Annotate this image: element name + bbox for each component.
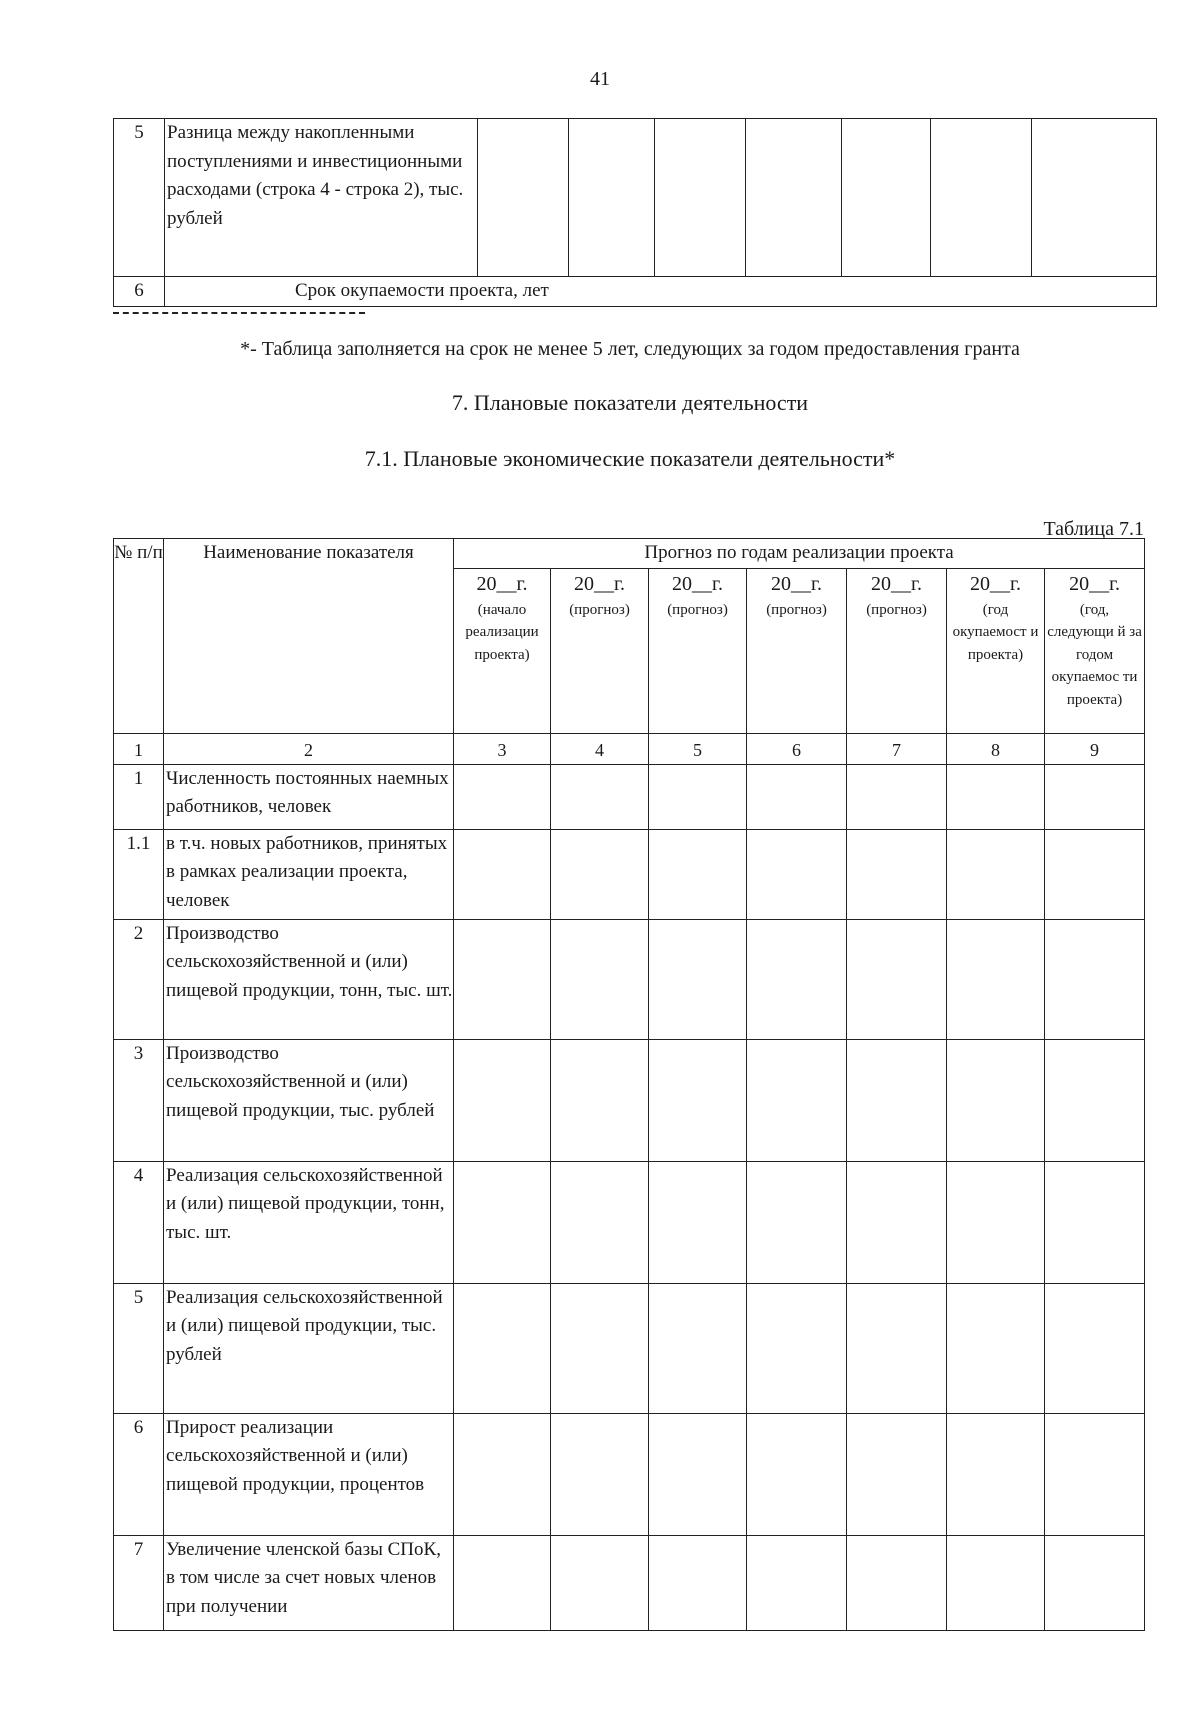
table-row [114, 1161, 1145, 1283]
column-number: 3 [454, 733, 551, 764]
row-label: Срок окупаемости проекта, лет [165, 277, 1157, 307]
table-caption: Таблица 7.1 [1043, 518, 1144, 540]
row-number: 5 [114, 1283, 164, 1413]
row-label: в т.ч. новых работников, принятых в рамках реализации проекта, человек [164, 829, 454, 919]
year-col: 20__г. (год окупаемост и проекта) [947, 568, 1045, 733]
header-forecast: Прогноз по годам реализации проекта [454, 539, 1145, 569]
row-label: Увеличение членской базы СПоК, в том числе за счет новых членов при получении [164, 1535, 454, 1630]
row-number: 5 [114, 119, 165, 277]
column-number: 6 [747, 733, 847, 764]
column-number: 8 [947, 733, 1045, 764]
row-number: 3 [114, 1039, 164, 1161]
row-number: 6 [114, 277, 165, 307]
row-number: 6 [114, 1413, 164, 1535]
footnote: *- Таблица заполняется на срок не менее 5 лет, следующих за годом предоставления гранта [240, 338, 1020, 360]
table-row [114, 277, 1157, 307]
header-row [114, 539, 1145, 569]
column-number-row [114, 733, 1145, 764]
table-row [114, 1039, 1145, 1161]
table-row [114, 1283, 1145, 1413]
column-number: 9 [1045, 733, 1145, 764]
table-row [114, 1535, 1145, 1630]
table-row [114, 119, 1157, 277]
year-col: 20__г. (прогноз) [747, 568, 847, 733]
row-label: Реализация сельскохозяйственной и (или) пищевой продукции, тонн, тыс. шт. [164, 1161, 454, 1283]
column-number: 7 [847, 733, 947, 764]
row-number: 4 [114, 1161, 164, 1283]
column-number: 1 [114, 733, 164, 764]
row-label: Производство сельскохозяйственной и (или) пищевой продукции, тонн, тыс. шт. [164, 919, 454, 1039]
header-num: № п/п [114, 539, 164, 734]
year-col: 20__г. (прогноз) [551, 568, 649, 733]
column-number: 5 [649, 733, 747, 764]
subsection-title: 7.1. Плановые экономические показатели деятельности* [364, 446, 896, 471]
row-label: Разница между накопленными поступлениями и инвестиционными расходами (строка 4 - строка 2), тыс. рублей [165, 119, 478, 277]
row-number: 1.1 [114, 829, 164, 919]
year-col: 20__г. (прогноз) [847, 568, 947, 733]
indicators-table [113, 538, 1145, 1631]
page-number: 41 [590, 68, 610, 90]
year-col: 20__г. (начало реализации проекта) [454, 568, 551, 733]
row-label: Реализация сельскохозяйственной и (или) пищевой продукции, тыс. рублей [164, 1283, 454, 1413]
column-number: 2 [164, 733, 454, 764]
continuation-table [113, 118, 1157, 307]
table-row [114, 919, 1145, 1039]
table-row [114, 764, 1145, 829]
year-col: 20__г. (прогноз) [649, 568, 747, 733]
footnote-separator [113, 312, 365, 314]
header-name: Наименование показателя [164, 539, 454, 734]
row-number: 2 [114, 919, 164, 1039]
row-label: Прирост реализации сельскохозяйственной и (или) пищевой продукции, процентов [164, 1413, 454, 1535]
row-label: Численность постоянных наемных работников, человек [164, 764, 454, 829]
row-number: 7 [114, 1535, 164, 1630]
row-label: Производство сельскохозяйственной и (или) пищевой продукции, тыс. рублей [164, 1039, 454, 1161]
column-number: 4 [551, 733, 649, 764]
row-number: 1 [114, 764, 164, 829]
table-row [114, 829, 1145, 919]
section-title: 7. Плановые показатели деятельности [451, 390, 809, 415]
year-col: 20__г. (год, следующи й за годом окупаемос ти проекта) [1045, 568, 1145, 733]
table-row [114, 1413, 1145, 1535]
